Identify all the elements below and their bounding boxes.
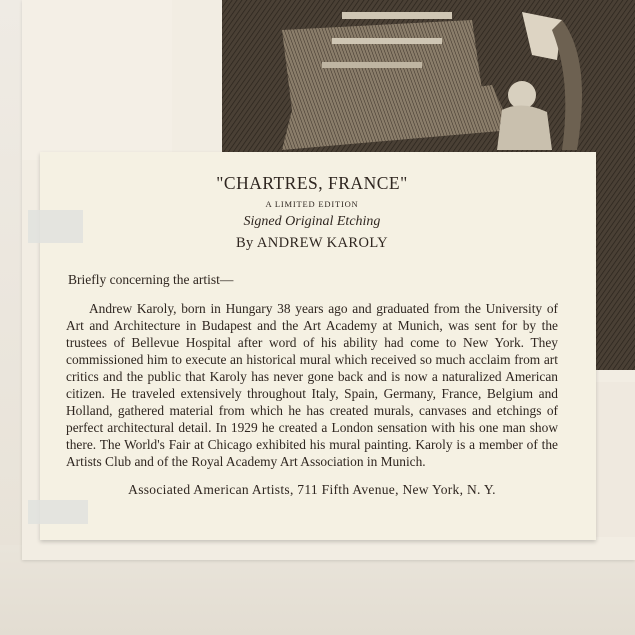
card-title: "CHARTRES, FRANCE" <box>216 173 408 193</box>
mat-board-right <box>590 382 635 537</box>
card-text <box>66 173 558 498</box>
artist-byline: By ANDREW KAROLY <box>235 235 389 251</box>
artist-bio: Andrew Karoly, born in Hungary 38 years ago and graduated from the University of Art and Architecture in Budapest and the Art Academy at Munich, was sent for by the trustees of Bellevue Hospital after word of his ability had come to New York. They commissioned him to execute an historical mural which received so much acclaim from art critics and the public that Karoly has never gone back and is now a naturalized American citizen. He traveled extensively throughout Italy, Spain, Germany, France, Belgium and Holland, gathered material from which he has created murals, canvases and etchings of perfect architectural detail. In 1929 he created a London sensation with his one man show there. The World's Fair at Chicago exhibited his mural painting. Karoly is a member of the Artists Club and of the Royal Academy Art Association in Munich. <box>66 301 558 469</box>
mat-board-left <box>22 0 172 160</box>
edition-label: A LIMITED EDITION <box>265 199 359 209</box>
publisher-address: Associated American Artists, 711 Fifth Avenue, New York, N. Y. <box>128 482 496 497</box>
tape-bottom <box>28 500 88 524</box>
card-subtitle: Signed Original Etching <box>243 214 381 229</box>
intro-line: Briefly concerning the artist— <box>68 272 234 287</box>
